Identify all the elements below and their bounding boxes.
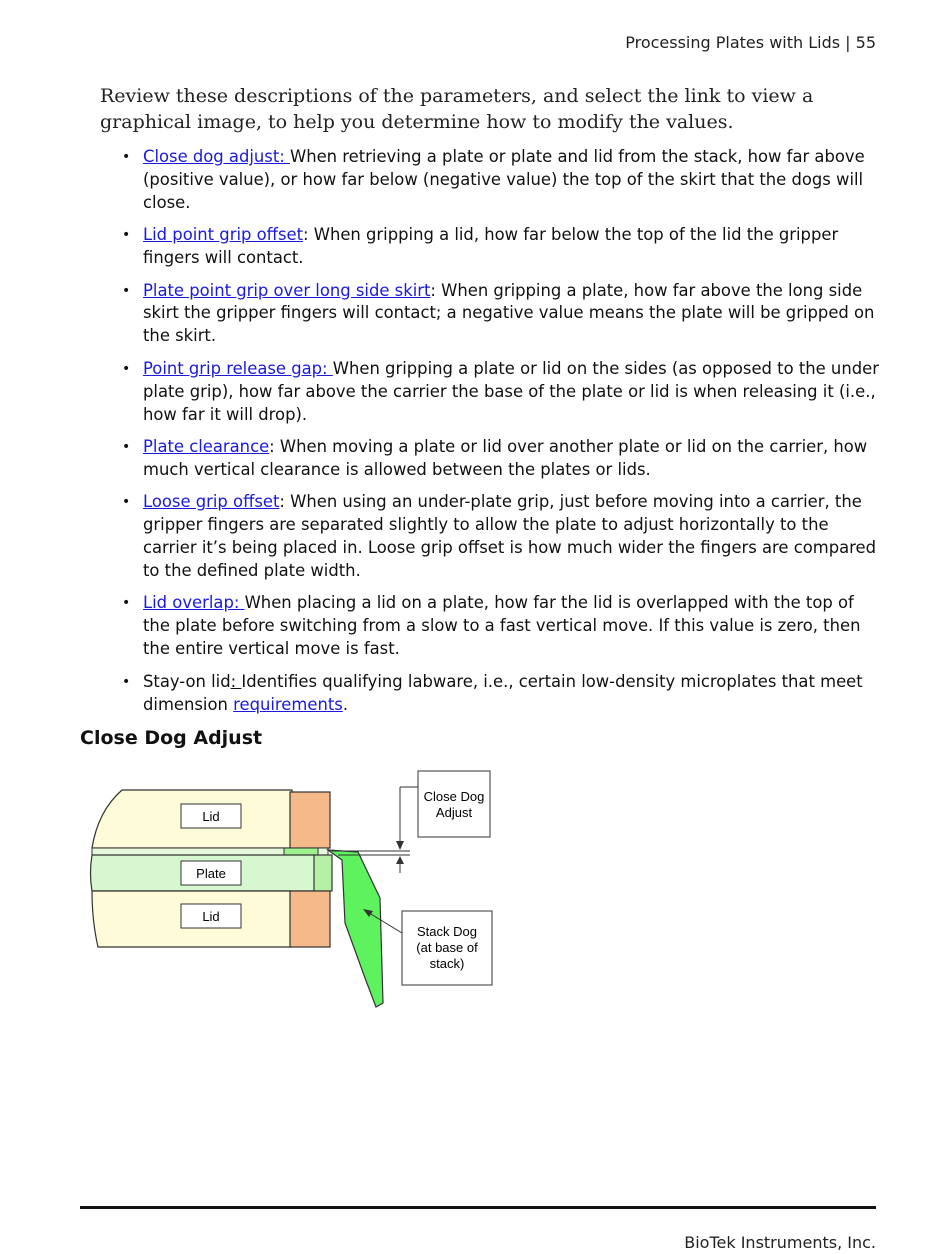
list-item [122,436,883,482]
bullet-icon: • [122,438,131,455]
link-loose-grip-offset[interactable]: Loose grip offset [143,492,280,512]
list-item-text: When gripping a plate or lid on the sides (as opposed to the under plate grip), how far above the carrier the base of the plate or lid is when releasing it (i.e., how far it will drop). [143,358,879,424]
section-title: Close Dog Adjust [80,727,263,749]
list-item [122,146,883,215]
close-dog-callout-box [418,771,490,837]
close-dog-callout-line1: Close Dog [423,789,485,804]
link-lid-point-grip-offset[interactable]: Lid point grip offset [143,225,303,245]
list-item-text: Identifies qualifying labware, i.e., certain low-density microplates that meet dimension [143,671,863,714]
link-close-dog-adjust[interactable]: Close dog adjust: [143,147,290,166]
parameter-list [122,146,883,726]
bullet-icon: • [122,360,131,377]
close-dog-adjust-figure [80,763,512,1019]
bullet-icon: • [122,595,131,612]
list-item-text: When retrieving a plate or plate and lid from the stack, how far above (positive value), or how far below (negative value) the top of the skirt that the dogs will close. [143,147,865,212]
list-item [122,280,883,349]
link-requirements[interactable]: requirements [233,694,343,714]
stack-dog-callout-line1: Stack Dog [417,924,477,939]
link-stay-on-lid[interactable]: : [230,671,242,691]
page-footer: BioTek Instruments, Inc. [684,1233,876,1252]
link-point-grip-release-gap[interactable]: Point grip release gap: [143,358,333,378]
list-item [122,592,883,661]
footer-divider [80,1206,876,1209]
list-item-suffix: . [342,694,349,714]
list-item-text: : When using an under-plate grip, just before moving into a carrier, the gripper fingers are separated slightly to allow the plate to adjust horizontally to the carrier it’s being placed in. Loose grip offset is how much wider the fingers are compared to the defined plate width. [143,492,877,580]
arrow-down-head [396,841,404,850]
stack-dog-shape [328,850,383,1007]
lid-top-label: Lid [202,809,220,824]
list-item-label: Stay-on lid [143,671,231,691]
stack-dog-callout-line3: stack) [429,956,465,971]
intro-paragraph: Review these descriptions of the parameters, and select the link to view a graphical image, to help you determine how to modify the values. [100,85,814,133]
link-plate-point-grip[interactable]: Plate point grip over long side skirt [143,280,431,300]
plate-edge [314,855,332,891]
bullet-icon: • [122,227,131,244]
bullet-icon: • [122,494,131,511]
lid-bottom-edge [290,891,330,947]
list-item-text: : When moving a plate or lid over another plate or lid on the carrier, how much vertical clearance is allowed between the plates or lids. [143,436,868,479]
arrow-up-head [396,856,404,864]
lid-top-edge [290,792,330,848]
link-plate-clearance[interactable]: Plate clearance [143,436,270,456]
lid-skirt-green [284,848,318,855]
list-item [122,491,883,583]
list-item [122,358,883,427]
list-item-text: : When gripping a plate, how far above the long side skirt the gripper fingers will contact; a negative value means the plate will be gripped on the skirt. [143,280,875,346]
link-lid-overlap[interactable]: Lid overlap: [143,593,245,613]
plate-label: Plate [196,866,226,881]
list-item [122,671,883,717]
close-dog-callout-line2: Adjust [435,805,473,820]
page-header: Processing Plates with Lids | 55 [625,33,876,52]
bullet-icon: • [122,282,131,299]
lid-bottom-label: Lid [202,909,220,924]
list-item-text: When placing a lid on a plate, how far the lid is overlapped with the top of the plate before switching from a slow to a fast vertical move. If this value is zero, then the entire vertical move is fast. [143,593,861,659]
list-item-text: : When gripping a lid, how far below the top of the lid the gripper fingers will contact. [143,225,839,268]
list-item [122,224,883,270]
bullet-icon: • [122,149,131,165]
bullet-icon: • [122,673,131,690]
stack-dog-callout-line2: (at base of [416,940,478,955]
